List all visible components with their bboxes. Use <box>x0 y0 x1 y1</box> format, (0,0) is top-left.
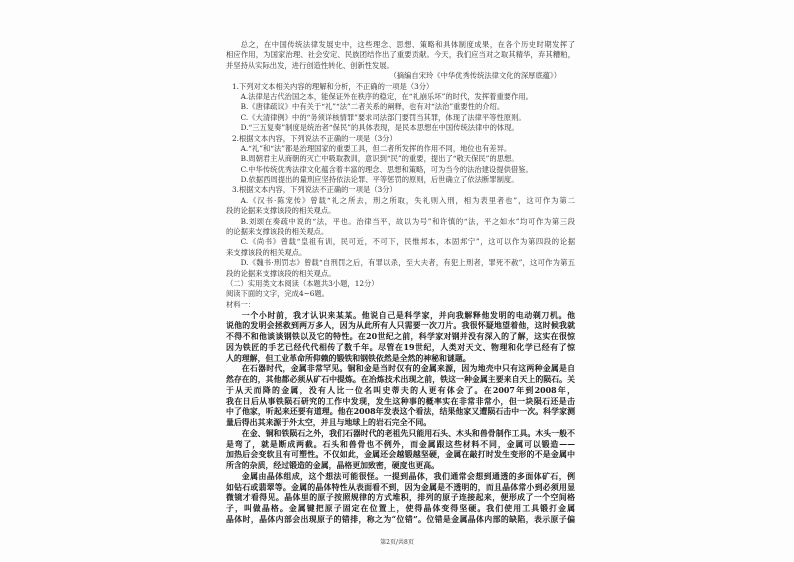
material-line: 然存在的，其他都必须从矿石中提炼。在冶炼技术出现之前，铁这一种金属主要来自天上的陨石。关 <box>226 375 575 385</box>
material-one-text <box>226 311 575 526</box>
material-line: 我在日后从事铁陨石研究的工作中发现，发生这种事的概率实在非常非常小，但一块陨石还是击 <box>226 396 575 406</box>
material-line: 一个小时前，我才认识来某某。他说自己是科学家，并向我解释他发明的电动剃刀机。他 <box>241 310 575 320</box>
material-label: 材料一： <box>226 299 256 309</box>
answer-option-c: C.中华传统优秀法律文化蕴含着丰富的理念、思想和策略，可为当今的法治建设提供借鉴。 <box>240 164 533 174</box>
material-line: 晶体时，晶体内部会出现原子的错排，称之为“位错”。位错是金属晶体内部的缺陷，表示原子偏 <box>226 514 575 524</box>
material-paragraph <box>226 311 575 365</box>
material-line: 说他的发明会拯救到两万多人，因为从此所有人只需要一次刀片。我很怀疑地望着他，这时候我就 <box>226 321 575 331</box>
material-line: 是弯了，就是断成两截。石头和兽骨也不例外，而金属跟这些材料不同，金属可以锻造—— <box>226 439 575 449</box>
answer-option-b: B.刘颂在奏疏中说的“法，平也。治律当平，故以为号”和许慎的“法，平之如水”均可作为第三段 <box>240 216 575 226</box>
conclusion-paragraph <box>226 40 575 71</box>
option-continuation-line: 段的论据来支撑该段的相关观点。 <box>226 268 336 278</box>
answer-option-b: B.《唐律疏议》中有关于“礼”“法”二者关系的阐释，也有对“法治”重要性的介绍。 <box>240 102 505 112</box>
page-number: 第2页/共8页 <box>380 539 414 546</box>
answer-option-d: D.“三五复奏”制度是统治者“保民”的具体表现，是民本思想在中国传统法律中的体现。 <box>240 123 519 133</box>
option-continuation-line: 来支撑该段的相关观点。 <box>226 247 307 257</box>
question-3 <box>226 185 575 279</box>
reading-section-one-tail <box>226 40 575 310</box>
conclusion-line: 并坚持从实际出发，进行创造性转化、创新性发展。 <box>226 60 394 70</box>
question-stem: 3.根据文本内容，下列说法不正确的一项是（3分） <box>232 185 397 195</box>
option-continuation-line: 的论据来支撑该段的相关观点。 <box>226 227 329 237</box>
question-stem: 1.下列对文本相关内容的理解和分析，不正确的一项是（3分） <box>232 81 434 91</box>
material-line: 中了他家，听起来还要有道理。他在2008年发表这个看法，结果他家又遭陨石击中一次。科学家测 <box>226 407 575 417</box>
section-heading: （二）实用类文本阅读（本题共3小题，12分） <box>226 278 379 288</box>
material-line: 金属由晶体组成，这个想法可能很怪。一提到晶体，我们通常会想到通透的多面体矿石，例 <box>241 471 575 481</box>
material-line: 量后得出其来源于外太空，并且与地球上的岩石完全不同。 <box>226 418 432 428</box>
material-line: 加热后会变软且有可塑性。不仅如此，金属还会越锻越坚硬，金属在敲打时发生变形的不是金属中 <box>226 450 575 460</box>
material-paragraph <box>226 472 575 526</box>
conclusion-line: 相应作用，为国家治理、社会安定、民族团结作出了重要贡献。今天，我们应当对之取其精华，弃其糟粕， <box>226 50 575 60</box>
material-line: 因为铁匠的手艺已经代代相传了数千年。尽管在19世纪，人类对天文、物理和化学已经有了惊 <box>226 342 575 352</box>
material-line: 在石器时代，金属非常罕见。铜和金是当时仅有的金属来源，因为地壳中只有这两种金属是自 <box>241 364 575 374</box>
material-line: 如钻石或翡翠等。金属的晶体特性从表面看不到，因为金属是不透明的，而且晶体常小到必须用显 <box>226 482 575 492</box>
material-paragraph <box>226 364 575 429</box>
material-line: 人的理解，但工业革命所仰赖的锻铁和钢铁依然是全然的神秘和谜题。 <box>226 353 471 363</box>
answer-option-a: A.法律是古代治国之本，能保证外在秩序的稳定，在“礼崩乐坏”的时代，发挥着重要作用。 <box>240 91 533 101</box>
material-line: 所含的杂质，经过锻造的金属，晶格更加致密，硬度也更高。 <box>226 461 440 471</box>
conclusion-line: 总之，在中国传统法律发展史中，这些理念、思想、策略和具体制度成果，在各个历史时期发挥了 <box>240 40 575 49</box>
question-2 <box>226 134 575 186</box>
answer-option-d: D.依据西周提出的量刑应坚持依法论罪、平等惩罚的原则，后世确立了依法断罪制度。 <box>240 175 519 185</box>
answer-option-c: C.《大清律例》中的“务须详核情罪”要求司法部门要罚当其罪，体现了法律平等性原则。 <box>240 112 526 122</box>
material-paragraph <box>226 429 575 472</box>
section-instruction: 阅读下面的文字，完成4~6题。 <box>226 289 329 299</box>
answer-option-a: A.“礼”和“法”都是治理国家的重要工具，但二者所发挥的作用不同，地位也有差异。 <box>240 143 512 153</box>
answer-option-d: D.《魏书·刑罚志》曾载“自刑罚之后，有罪以杀，至大夫者，有犯上刑者，罪死不赦”，这可作为第五 <box>240 258 575 268</box>
question-1 <box>226 82 575 134</box>
answer-option-c: C.《尚书》曾载“皇祖有训，民可近，不可下，民惟邦本，本固邦宁”，这可以作为第四段的论据 <box>240 237 575 247</box>
answer-option-b: B.周朝君主从商朝的灭亡中吸取教训，意识到“民”的重要，提出了“敬天保民”的思想。 <box>240 154 519 164</box>
question-stem: 2.根据文本内容，下列说法不正确的一项是（3分） <box>232 133 397 143</box>
material-line: 不得不和他谈谈钢铁以及它的特性。在20世纪之前，科学家对钢并没有深入的了解，这实在很惊 <box>226 332 575 342</box>
option-continuation-line: 段的论据来支撑该段的相关观点。 <box>226 206 336 216</box>
answer-option-a: A.《汉书·陈宠传》曾载“礼之所去，刑之所取，失礼则入刑，相为表里者也”，这可作为第二 <box>240 195 575 205</box>
source-citation: （摘编自宋玲《中华优秀传统法律文化的深厚底蕴》） <box>389 71 561 81</box>
material-line: 子，叫做晶格。金属键把原子固定在位置上，使得晶体变得坚硬。我们使用工具锻打金属 <box>226 504 575 514</box>
material-line: 于从天而降的金属，没有人比一位名叫史蒂夫的人更有体会了。在2007年到2008年， <box>226 385 575 395</box>
material-line: 在金、铜和铁陨石之外，我们石器时代的老祖先只能用石头、木头和兽骨制作工具。木头一般不 <box>241 428 575 438</box>
material-line: 微镜才看得见。晶体里的原子按照规律的方式堆积，排列的原子连接起来，便形成了一个空间格 <box>226 493 575 503</box>
